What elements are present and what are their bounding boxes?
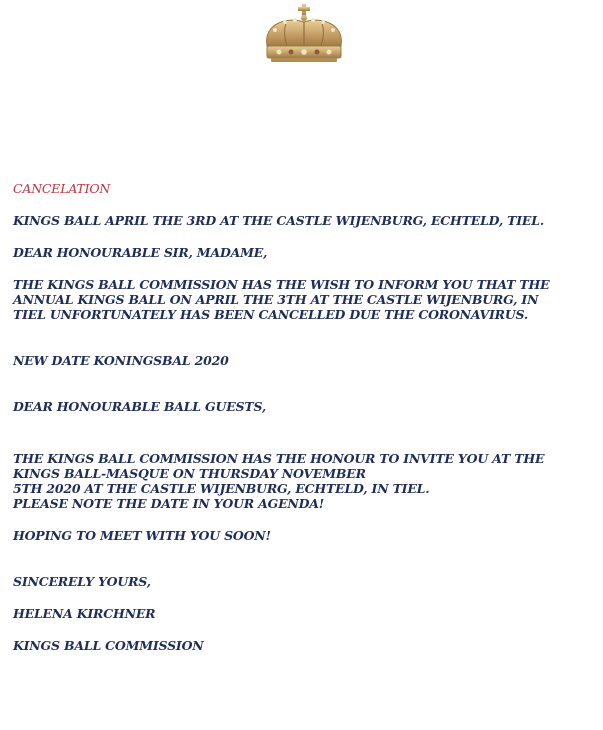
- salutation-ball-guests: DEAR HONOURABLE BALL GUESTS,: [13, 399, 266, 414]
- salutation-sir-madame: DEAR HONOURABLE SIR, MADAME,: [13, 245, 268, 260]
- new-date-heading: NEW DATE KONINGSBAL 2020: [13, 353, 229, 368]
- letter-subject: KINGS BALL APRIL THE 3RD AT THE CASTLE WIJENBURG, ECHTELD, TIEL.: [13, 213, 544, 228]
- closing-hope: HOPING TO MEET WITH YOU SOON!: [13, 528, 271, 543]
- signatory-name: HELENA KIRCHNER: [13, 606, 156, 621]
- crown-icon: [257, 2, 351, 64]
- organization-name: KINGS BALL COMMISSION: [13, 638, 204, 653]
- cancellation-paragraph: THE KINGS BALL COMMISSION HAS THE WISH TO INFORM YOU THAT THE ANNUAL KINGS BALL ON APRIL THE 3TH AT THE CASTLE WIJENBURG, IN TIEL UNFORTUNATELY HAS BEEN CANCELLED DUE THE CORONAVIRUS.: [13, 277, 550, 322]
- invitation-paragraph: THE KINGS BALL COMMISSION HAS THE HONOUR TO INVITE YOU AT THE KINGS BALL-MASQUE ON THURSDAY NOVEMBER 5TH 2020 AT THE CASTLE WIJENBURG, ECHTELD, IN TIEL. PLEASE NOTE THE DATE IN YOUR AGENDA!: [13, 451, 545, 511]
- cancellation-letter: [13, 181, 593, 653]
- closing-sincerely: SINCERELY YOURS,: [13, 574, 151, 589]
- cancellation-heading: CANCELATION: [13, 181, 111, 196]
